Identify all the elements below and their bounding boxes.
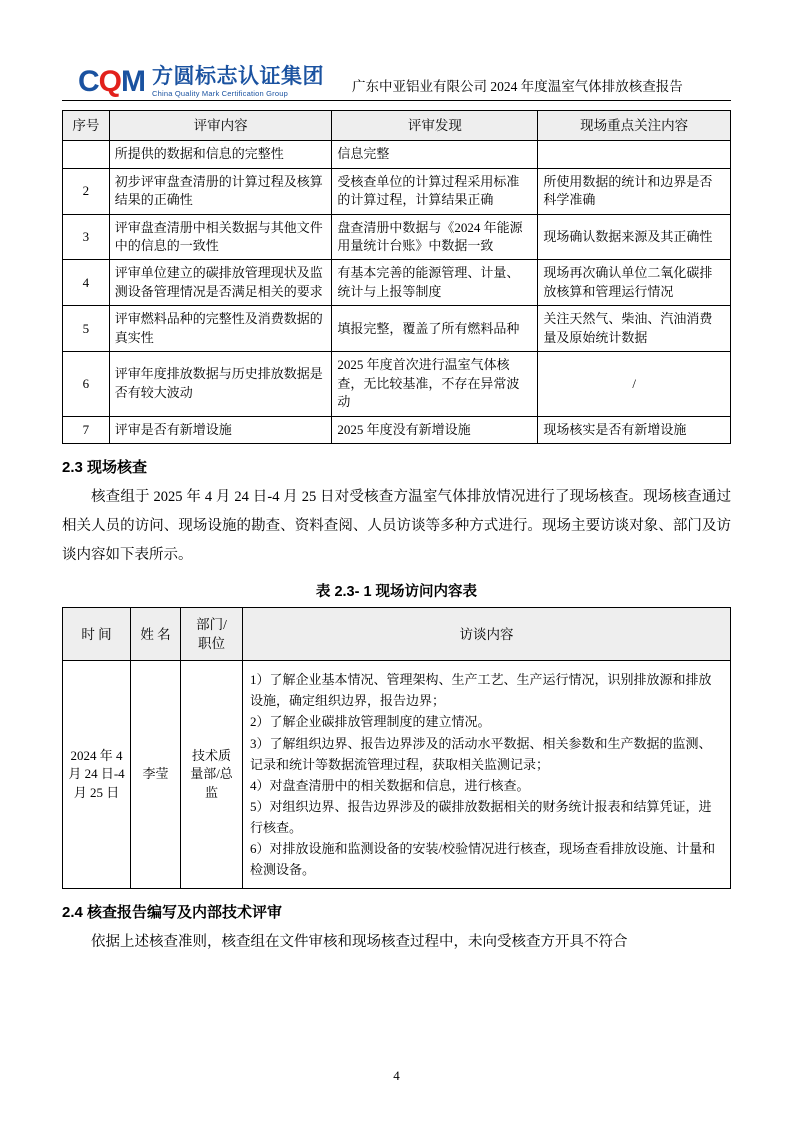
section-heading-2-4: 2.4 核查报告编写及内部技术评审 [62,903,283,921]
cell-finding: 2025 年度没有新增设施 [332,416,538,443]
cell-no [63,141,110,168]
cell-content: 评审燃料品种的完整性及消费数据的真实性 [109,306,332,352]
interview-table-caption: 表 2.3- 1 现场访问内容表 [315,584,478,601]
logo-company-cn: 方圆标志认证集团 [152,64,325,88]
cell-no: 3 [63,214,110,260]
cell-focus: 现场核实是否有新增设施 [538,416,731,443]
header-report-title: 广东中亚铝业有限公司 2024 年度温室气体排放核查报告 [352,79,683,94]
interview-item: 2）了解企业碳排放管理制度的建立情况。 [250,714,491,730]
table-row [63,352,731,416]
interview-item: 3）了解组织边界、报告边界涉及的活动水平数据、相关参数和生产数据的监测、记录和统计等数据流管理过程，获取相关监测记录； [250,735,712,772]
section-heading-2-3: 2.3 现场核查 [62,459,148,477]
col-interview-content: 访谈内容 [243,608,731,661]
cell-focus [538,141,731,168]
cell-finding: 盘查清册中数据与《2024 年能源用量统计台账》中数据一致 [332,214,538,260]
cell-no: 4 [63,260,110,306]
cell-focus: 关注天然气、柴油、汽油消费量及原始统计数据 [538,306,731,352]
page-number: 4 [393,1068,400,1083]
cell-focus: 现场确认数据来源及其正确性 [538,214,731,260]
col-focus: 现场重点关注内容 [538,111,731,141]
cell-no: 7 [63,416,110,443]
interview-item: 5）对组织边界、报告边界涉及的碳排放数据相关的财务统计报表和结算凭证，进行核查。 [250,798,712,835]
cell-finding: 受核查单位的计算过程采用标准的计算过程，计算结果正确 [332,168,538,214]
table-row [63,141,731,168]
cell-finding: 有基本完善的能源管理、计量、统计与上报等制度 [332,260,538,306]
table-row [63,306,731,352]
cqm-logo-mark: C Q M [78,64,146,98]
cell-finding: 信息完整 [332,141,538,168]
table-header-row [63,608,731,661]
cell-dept: 技术质量部/总监 [181,661,243,888]
cqm-logo [78,66,324,98]
table-row [63,168,731,214]
table-row [63,260,731,306]
cell-focus: 所使用数据的统计和边界是否科学准确 [538,168,731,214]
table-row [63,416,731,443]
cell-focus: 现场再次确认单位二氧化碳排放核算和管理运行情况 [538,260,731,306]
page-header [62,44,731,98]
cell-name: 李莹 [131,661,181,888]
cell-finding: 填报完整，覆盖了所有燃料品种 [332,306,538,352]
review-findings-table [62,110,731,444]
col-dept: 部门/ 职位 [181,608,243,661]
cell-content: 所提供的数据和信息的完整性 [109,141,332,168]
col-name: 姓 名 [131,608,181,661]
cell-content: 评审是否有新增设施 [109,416,332,443]
header-divider [62,100,731,101]
section-2-3-paragraph: 核查组于 2025 年 4 月 24 日-4 月 25 日对受核查方温室气体排放情况进行了现场核查。现场核查通过相关人员的访问、现场设施的勘查、资料查阅、人员访谈等多种方式进行。现场主要访谈对象、部门及访谈内容如下表所示。 [62,489,731,564]
col-content: 评审内容 [109,111,332,141]
table-row [63,214,731,260]
cell-focus: / [538,352,731,416]
cell-no: 5 [63,306,110,352]
col-finding: 评审发现 [332,111,538,141]
cell-content: 评审单位建立的碳排放管理现状及监测设备管理情况是否满足相关的要求 [109,260,332,306]
col-time: 时 间 [63,608,131,661]
cell-no: 6 [63,352,110,416]
interview-item: 6）对排放设施和监测设备的安装/校验情况进行核查，现场查看排放设施、计量和检测设备。 [250,840,716,877]
interview-item: 4）对盘查清册中的相关数据和信息，进行核查。 [250,777,530,793]
cell-interview-content [243,661,731,888]
section-2-4-paragraph: 依据上述核查准则，核查组在文件审核和现场核查过程中，未向受核查方开具不符合 [91,933,628,950]
col-no: 序号 [63,111,110,141]
cell-finding: 2025 年度首次进行温室气体核查，无比较基准，不存在异常波动 [332,352,538,416]
interview-table [62,607,731,889]
cell-content: 评审盘查清册中相关数据与其他文件中的信息的一致性 [109,214,332,260]
cell-content: 评审年度排放数据与历史排放数据是否有较大波动 [109,352,332,416]
cell-time: 2024 年 4 月 24 日-4 月 25 日 [63,661,131,888]
cell-content: 初步评审盘查清册的计算过程及核算结果的正确性 [109,168,332,214]
table-header-row [63,111,731,141]
table-row [63,661,731,888]
logo-company-en: China Quality Mark Certification Group [152,89,288,98]
interview-item: 1）了解企业基本情况、管理架构、生产工艺、生产运行情况，识别排放源和排放设施，确定组织边界，报告边界； [250,672,712,709]
cell-no: 2 [63,168,110,214]
